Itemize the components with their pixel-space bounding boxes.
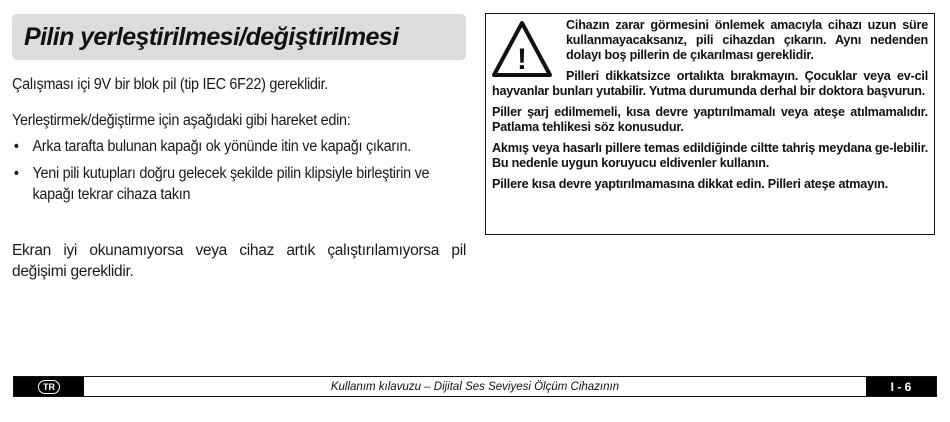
list-item <box>12 163 468 205</box>
instruction-list <box>12 136 468 211</box>
warning-mark: ! <box>517 43 527 76</box>
bullet-icon: • <box>13 165 19 182</box>
warning-triangle-icon <box>491 20 553 78</box>
instructions-intro: Yerleştirmek/değiştirme için aşağıdaki gibi hareket edin: <box>12 112 351 129</box>
main-column <box>12 14 466 280</box>
list-item <box>12 136 468 157</box>
language-badge: TR <box>38 380 60 394</box>
battery-type-paragraph: Çalışması içi 9V bir blok pil (tip IEC 6F22) gereklidir. <box>12 76 329 93</box>
bullet-icon: • <box>13 138 19 155</box>
replacement-note: Ekran iyi okunamıyorsa veya cihaz artık çalıştırılamıyorsa pil değişimi gereklidir. <box>12 241 466 280</box>
page-number: I - 6 <box>866 377 936 396</box>
page-footer <box>13 376 937 397</box>
list-item-text: Yeni pili kutupları doğru gelecek şekilde pilin klipsiyle birleştirin ve kapağı tekrar cihaza takın <box>32 165 430 203</box>
section-title: Pilin yerleştirilmesi/değiştirilmesi <box>24 22 399 51</box>
warning-paragraph: Akmış veya hasarlı pillere temas edildiğinde ciltte tahriş meydana ge-lebilir. Bu nedenle uygun koruyucu eldivenler kullanın. <box>492 141 928 170</box>
section-title-box <box>12 14 466 60</box>
warning-paragraph: Piller şarj edilmemeli, kısa devre yaptırılmamalı veya ateşe atılmamalıdır. Patlama tehlikesi söz konusudur. <box>492 105 928 134</box>
language-block <box>14 377 84 396</box>
warning-paragraph: Cihazın zarar görmesini önlemek amacıyla cihazı uzun süre kullanmayacaksanız, pili cihazdan çıkarın. Aynı nedenden dolayı boş pillerin de çıkarılması gereklidir. <box>566 18 928 62</box>
warning-paragraph: Pillere kısa devre yaptırılmamasına dikkat edin. Pilleri ateşe atmayın. <box>492 177 889 191</box>
warning-box <box>485 13 935 235</box>
list-item-text: Arka tarafta bulunan kapağı ok yönünde itin ve kapağı çıkarın. <box>32 138 412 155</box>
warning-paragraph: Pilleri dikkatsizce ortalıkta bırakmayın. Çocuklar veya ev-cil hayvanlar bunları yutabilir. Yutma durumunda derhal bir doktora başvurun. <box>492 69 928 98</box>
footer-caption: Kullanım kılavuzu – Dijital Ses Seviyesi Ölçüm Cihazının <box>330 380 620 393</box>
